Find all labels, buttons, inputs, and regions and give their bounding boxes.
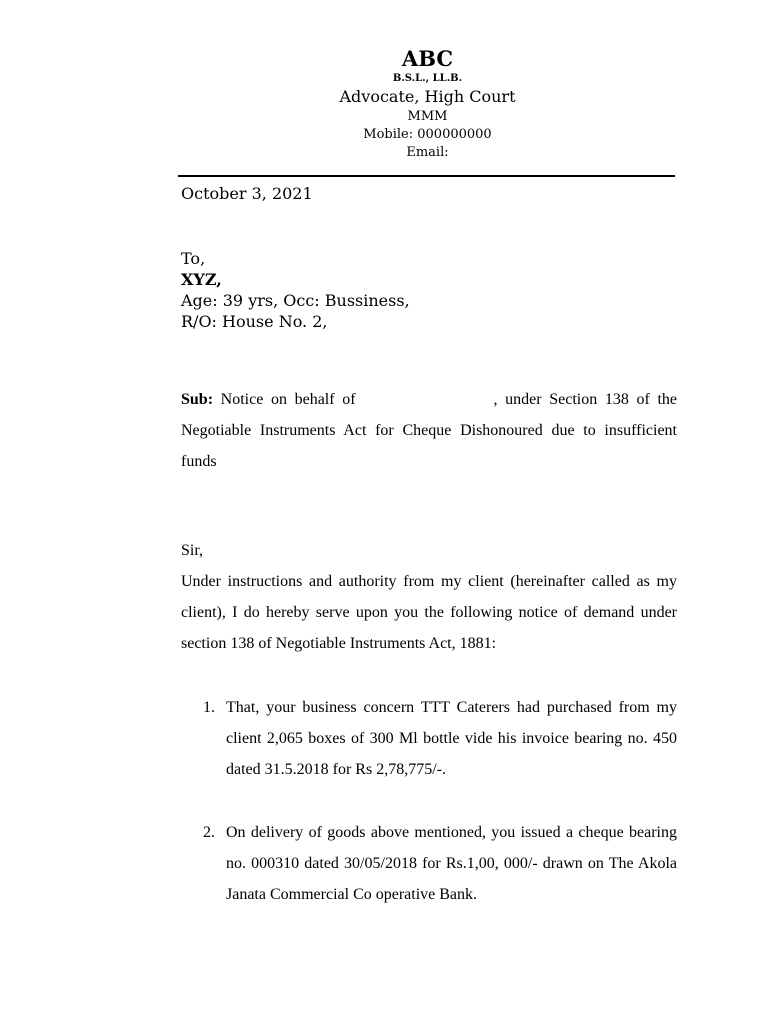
letter-date: October 3, 2021 [181, 184, 313, 203]
advocate-degree: B.S.L., LL.B. [392, 73, 463, 84]
addressee-to: To, [181, 249, 206, 268]
advocate-name: ABC [401, 46, 454, 71]
letterhead [180, 46, 675, 162]
list-item-text: That, your business concern TTT Caterers had purchased from my client 2,065 boxes of 300 Ml bottle vide his invoice bearing no. 450 dated 31.5.2018 for Rs 2,78,775/-. [226, 699, 677, 778]
addressee-block [181, 248, 410, 332]
addressee-name: XYZ, [181, 270, 222, 289]
advocate-place: MMM [407, 109, 448, 124]
list-item-text: On delivery of goods above mentioned, you issued a cheque bearing no. 000310 dated 30/05/2018 for Rs.1,00, 000/- drawn on The Akola Janata Commercial Co operative Bank. [226, 824, 677, 903]
addressee-residence: R/O: House No. 2, [181, 312, 328, 331]
advocate-mobile: Mobile: 000000000 [363, 127, 492, 142]
advocate-email: Email: [406, 145, 449, 160]
list-item-number: 2. [203, 824, 215, 841]
letterhead-divider [178, 175, 675, 177]
subject-text-after: , under Section 138 of the Negotiable Instruments Act for Cheque Dishonoured due to insufficient funds [181, 391, 678, 470]
list-item-number: 1. [203, 699, 215, 716]
addressee-details: Age: 39 yrs, Occ: Bussiness, [181, 291, 410, 310]
subject-line [181, 384, 677, 477]
list-item [181, 817, 677, 910]
subject-label: Sub: [181, 391, 214, 408]
subject-text-before: Notice on behalf of [220, 391, 356, 408]
advocate-title: Advocate, High Court [339, 87, 516, 106]
list-item [181, 692, 677, 785]
intro-paragraph: Under instructions and authority from my client (hereinafter called as my client), I do hereby serve upon you the following notice of demand under section 138 of Negotiable Instruments Act, 1881: [181, 573, 677, 652]
salutation: Sir, [181, 542, 204, 559]
